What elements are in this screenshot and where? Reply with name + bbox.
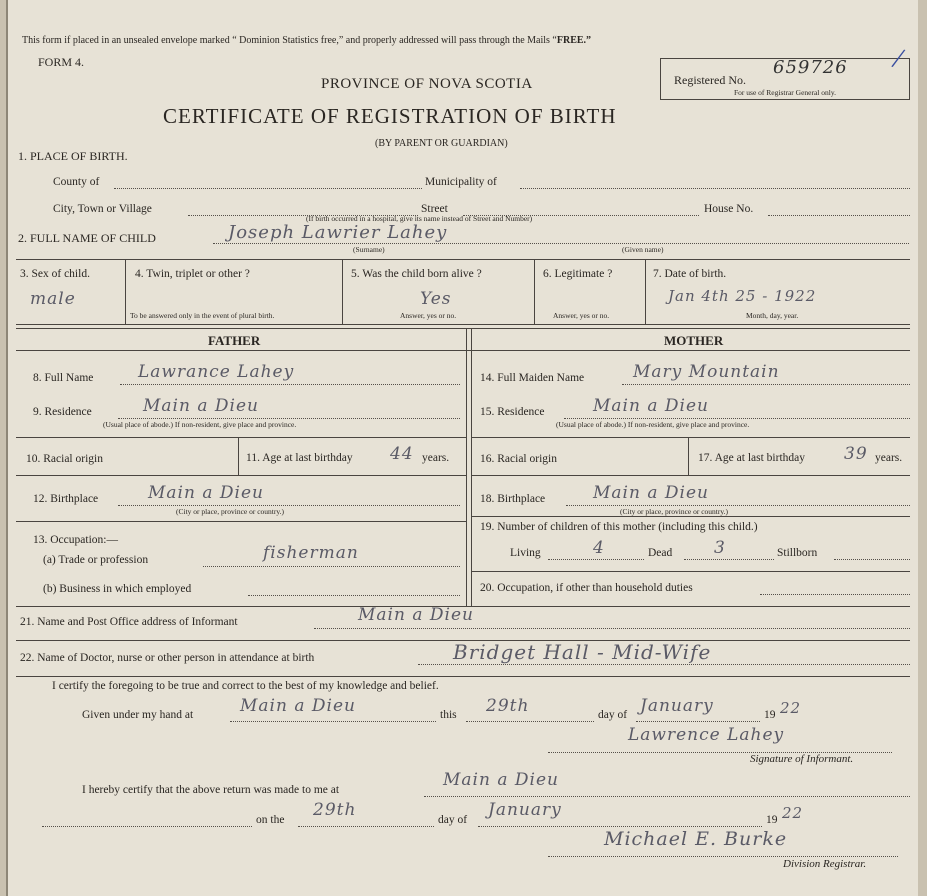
rule	[16, 437, 466, 438]
father-years-label: years.	[422, 452, 450, 464]
rule	[471, 475, 910, 476]
rule	[16, 676, 910, 677]
registrar-place-value: Main a Dieu	[443, 770, 559, 790]
on-the-label: on the	[256, 814, 285, 826]
father-birthplace-label: 12. Birthplace	[33, 493, 99, 505]
surname-note: (Surname)	[353, 245, 385, 254]
given-month-value: January	[640, 696, 714, 716]
mother-abode-note: (Usual place of abode.) If non-resident, give place and province.	[556, 420, 750, 429]
mother-birthplace-label: 18. Birthplace	[480, 493, 546, 505]
registrar-statement: I hereby certify that the above return was made to me at	[82, 784, 340, 796]
check-mark: /	[889, 41, 908, 76]
father-residence-value: Main a Dieu	[143, 396, 259, 416]
mother-age-label: 17. Age at last birthday	[698, 452, 805, 464]
house-label: House No.	[704, 203, 754, 215]
child-name-value: Joseph Lawrier Lahey	[228, 222, 448, 243]
sex-label: 3. Sex of child.	[20, 268, 90, 280]
street-label: Street	[421, 203, 448, 215]
mother-name-field	[622, 384, 910, 385]
father-abode-note: (Usual place of abode.) If non-resident, give place and province.	[103, 420, 297, 429]
occupation-label: 13. Occupation:—	[33, 534, 118, 546]
dead-value: 3	[714, 538, 726, 558]
father-name-label: 8. Full Name	[33, 372, 94, 384]
dob-value: Jan 4th 25 - 1922	[668, 287, 817, 305]
given-name-note: (Given name)	[622, 245, 664, 254]
legitimate-label: 6. Legitimate ?	[543, 268, 613, 280]
rule	[16, 328, 910, 329]
given-place-field	[230, 721, 436, 722]
dead-label: Dead	[648, 547, 673, 559]
given-month-field	[636, 721, 760, 722]
mother-occupation-label: 20. Occupation, if other than household duties	[480, 582, 693, 594]
father-name-value: Lawrance Lahey	[138, 362, 295, 382]
living-value: 4	[593, 538, 605, 558]
mother-racial-label: 16. Racial origin	[480, 453, 557, 465]
divider	[125, 259, 126, 324]
living-label: Living	[510, 547, 541, 559]
document-subtitle: (BY PARENT OR GUARDIAN)	[375, 138, 508, 149]
father-residence-label: 9. Residence	[33, 406, 92, 418]
registered-number: 659726	[773, 57, 848, 78]
trade-label: (a) Trade or profession	[43, 554, 149, 566]
registrar-place-field	[424, 796, 910, 797]
trade-value: fisherman	[263, 543, 359, 563]
divider	[688, 437, 689, 475]
divider	[645, 259, 646, 324]
this-label: this	[440, 709, 457, 721]
rule	[471, 437, 910, 438]
given-label: Given under my hand at	[82, 709, 194, 721]
informant-signature: Lawrence Lahey	[628, 725, 785, 745]
divider	[466, 328, 467, 606]
mother-age-value: 39	[844, 444, 868, 464]
father-birthplace-field	[118, 505, 460, 506]
dob-note: Month, day, year.	[746, 311, 799, 320]
divider	[471, 328, 472, 606]
born-alive-note: Answer, yes or no.	[400, 311, 457, 320]
municipality-label: Municipality of	[425, 176, 497, 188]
county-label: County of	[53, 176, 100, 188]
registrar-year-value: 22	[782, 804, 804, 822]
children-label: 19. Number of children of this mother (including this child.)	[480, 521, 758, 533]
given-year-value: 22	[780, 699, 802, 717]
twin-label: 4. Twin, triplet or other ?	[135, 268, 250, 280]
divider	[342, 259, 343, 324]
given-day-value: 29th	[486, 696, 530, 716]
living-field	[548, 559, 644, 560]
mother-years-label: years.	[875, 452, 903, 464]
registrar-day-field	[298, 826, 434, 827]
father-age-label: 11. Age at last birthday	[246, 452, 353, 464]
registrar-year-prefix: 19	[766, 814, 778, 826]
rule	[16, 475, 466, 476]
certify-statement: I certify the foregoing to be true and correct to the best of my knowledge and belief.	[52, 680, 439, 692]
day-of-label: day of	[598, 709, 628, 721]
registrar-day-value: 29th	[313, 800, 357, 820]
father-heading: FATHER	[208, 333, 261, 348]
informant-field	[314, 628, 910, 629]
registrar-blank-line	[42, 826, 252, 827]
doctor-label: 22. Name of Doctor, nurse or other person in attendance at birth	[20, 652, 315, 664]
mother-residence-label: 15. Residence	[480, 406, 545, 418]
child-name-label: 2. FULL NAME OF CHILD	[18, 231, 156, 245]
born-alive-value: Yes	[420, 289, 452, 309]
divider	[534, 259, 535, 324]
mother-occupation-field	[760, 594, 910, 595]
mother-name-label: 14. Full Maiden Name	[480, 372, 585, 384]
father-birthplace-value: Main a Dieu	[148, 483, 264, 503]
given-place-value: Main a Dieu	[240, 696, 356, 716]
rule	[471, 516, 910, 517]
birth-certificate	[6, 0, 918, 896]
mother-name-value: Mary Mountain	[633, 362, 780, 382]
informant-value: Main a Dieu	[358, 605, 474, 625]
father-residence-field	[118, 418, 460, 419]
stillborn-field	[834, 559, 910, 560]
registered-label: Registered No.	[674, 73, 746, 87]
mother-heading: MOTHER	[664, 333, 724, 348]
trade-field	[203, 566, 460, 567]
mother-birthplace-field	[566, 505, 910, 506]
form-number: FORM 4.	[38, 55, 85, 69]
born-alive-label: 5. Was the child born alive ?	[351, 268, 482, 280]
registrar-use-note: For use of Registrar General only.	[734, 88, 836, 97]
mother-birthplace-note: (City or place, province or country.)	[620, 507, 729, 516]
given-day-field	[466, 721, 594, 722]
place-of-birth-heading: 1. PLACE OF BIRTH.	[18, 149, 128, 163]
informant-label: 21. Name and Post Office address of Informant	[20, 616, 238, 628]
registrar-signature-label: Division Registrar.	[783, 858, 867, 870]
province-heading: PROVINCE OF NOVA SCOTIA	[321, 76, 533, 92]
informant-signature-label: Signature of Informant.	[750, 753, 854, 765]
business-field	[248, 595, 460, 596]
registrar-day-of-label: day of	[438, 814, 468, 826]
mother-birthplace-value: Main a Dieu	[593, 483, 709, 503]
postal-notice: This form if placed in an unsealed envelope marked “ Dominion Statistics free,” and properly addressed will pass through the Mails “FREE.”	[22, 35, 592, 46]
document-title: CERTIFICATE OF REGISTRATION OF BIRTH	[163, 104, 617, 128]
dead-field	[684, 559, 774, 560]
registrar-signature: Michael E. Burke	[604, 828, 788, 850]
twin-note: To be answered only in the event of plural birth.	[130, 311, 275, 320]
registrar-signature-line	[548, 856, 898, 857]
sex-value: male	[30, 289, 76, 309]
legitimate-note: Answer, yes or no.	[553, 311, 610, 320]
city-label: City, Town or Village	[53, 203, 152, 215]
rule	[16, 521, 466, 522]
rule	[16, 324, 910, 325]
business-label: (b) Business in which employed	[43, 583, 192, 595]
father-age-value: 44	[390, 444, 414, 464]
county-field	[114, 188, 422, 189]
rule	[471, 571, 910, 572]
divider	[238, 437, 239, 475]
father-racial-label: 10. Racial origin	[26, 453, 103, 465]
street-note: (If birth occurred in a hospital, give its name instead of Street and Number)	[306, 214, 533, 223]
child-name-field	[213, 243, 909, 244]
year-prefix: 19	[764, 709, 776, 721]
rule	[16, 350, 910, 351]
house-field	[768, 215, 910, 216]
mother-residence-field	[564, 418, 910, 419]
stillborn-label: Stillborn	[777, 547, 818, 559]
doctor-value: Bridget Hall - Mid-Wife	[453, 640, 712, 664]
registrar-month-value: January	[488, 800, 562, 820]
rule	[16, 259, 910, 260]
mother-residence-value: Main a Dieu	[593, 396, 709, 416]
father-name-field	[120, 384, 460, 385]
registrar-month-field	[478, 826, 762, 827]
doctor-field	[418, 664, 910, 665]
municipality-field	[520, 188, 910, 189]
father-birthplace-note: (City or place, province or country.)	[176, 507, 285, 516]
dob-label: 7. Date of birth.	[653, 268, 727, 280]
